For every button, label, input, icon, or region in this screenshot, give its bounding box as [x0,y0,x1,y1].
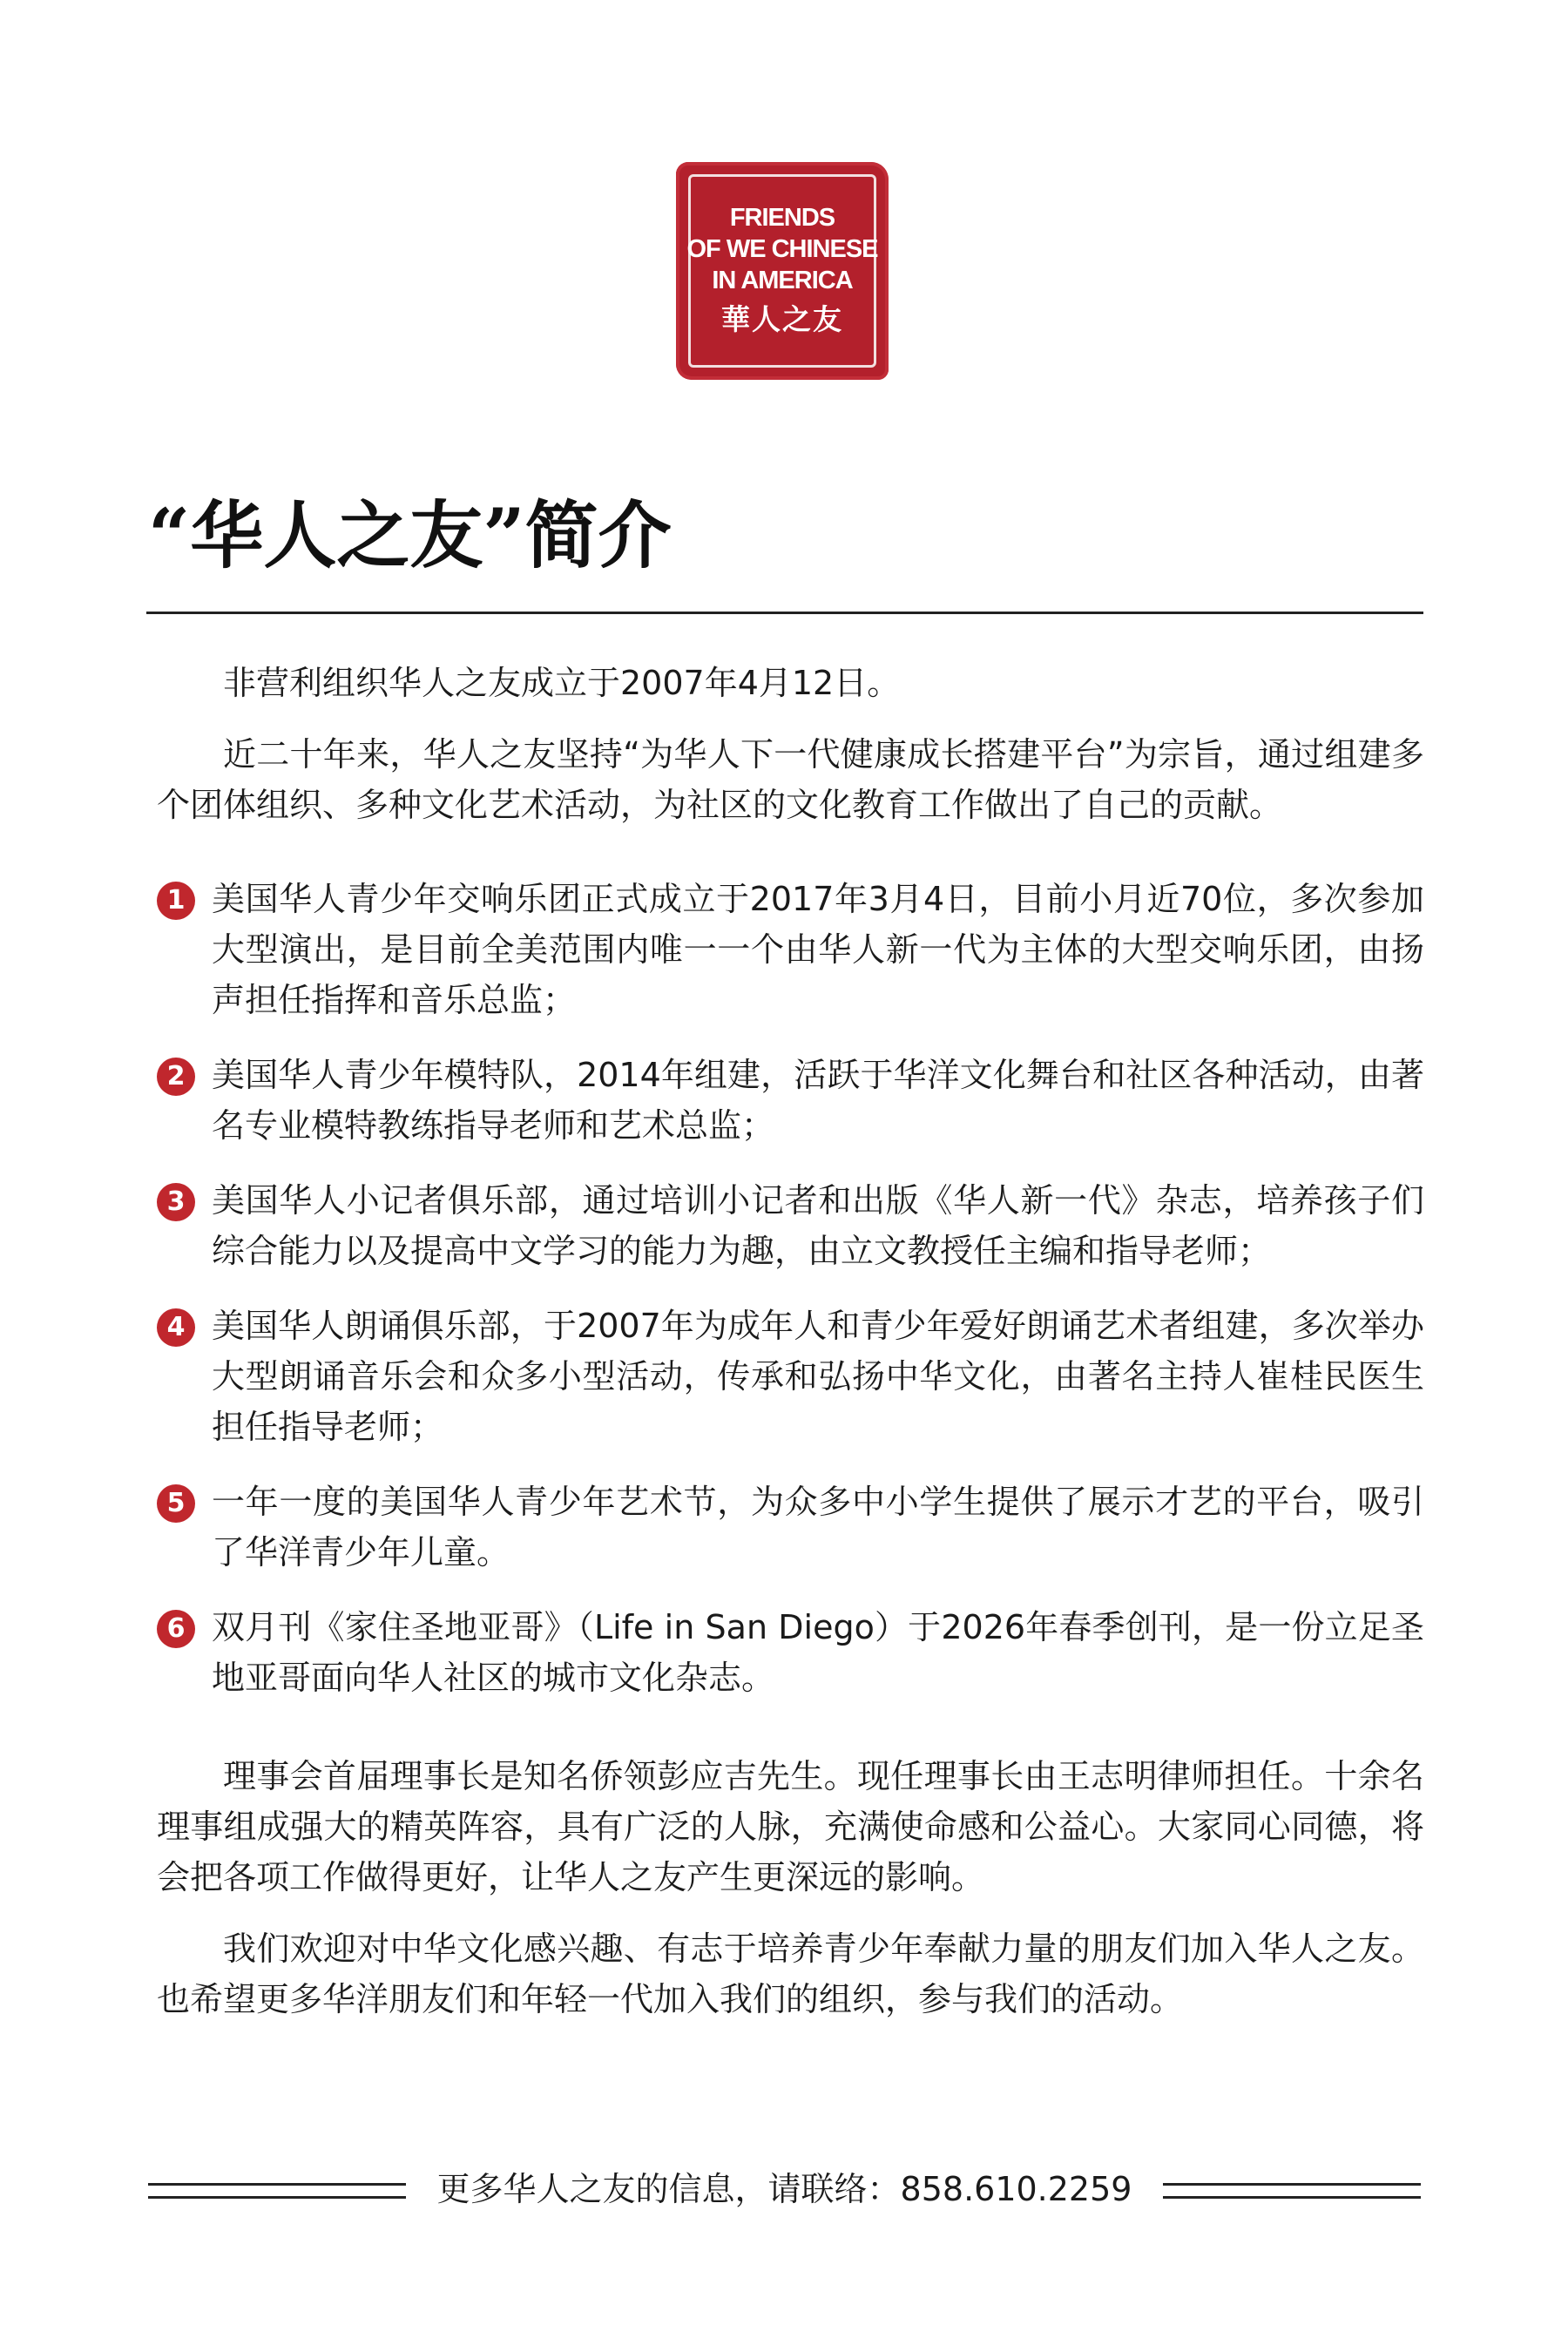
page-title: “华人之友”简介 [148,492,672,578]
list-item-text: 美国华人朗诵俱乐部，于2007年为成年人和青少年爱好朗诵艺术者组建，多次举办大型朗诵音乐会和众多小型活动，传承和弘扬中华文化，由著名主持人崔桂民医生担任指导老师； [212,1307,1424,1446]
number-badge: 1 [157,882,195,920]
list-item-text: 美国华人青少年交响乐团正式成立于2017年3月4日，目前小月近70位，多次参加大型演出，是目前全美范围内唯一一个由华人新一代为主体的大型交响乐团，由扬声担任指挥和音乐总监； [212,880,1424,1019]
logo-text-line3: IN AMERICA [712,267,853,294]
closing-paragraph-1: 理事会首届理事长是知名侨领彭应吉先生。现任理事长由王志明律师担任。十余名理事组成强大的精英阵容，具有广泛的人脉，充满使命感和公益心。大家同心同德，将会把各项工作做得更好，让华人之友产生更深远的影响。 [157,1757,1424,1896]
intro-paragraph-2: 近二十年来，华人之友坚持“为华人下一代健康成长搭建平台”为宗旨，通过组建多个团体组织、多种文化艺术活动，为社区的文化教育工作做出了自己的贡献。 [157,735,1424,824]
footer-right-rule [1163,2183,1421,2199]
number-badge: 5 [157,1484,195,1523]
title-divider [146,612,1423,614]
number-badge: 4 [157,1308,195,1347]
footer-contact: 更多华人之友的信息，请联络：858.610.2259 [436,2170,1132,2208]
logo-text-line1: FRIENDS [729,204,835,232]
logo-chinese-text: 華人之友 [721,302,843,336]
list-item-text: 双月刊《家住圣地亚哥》（Life in San Diego）于2026年春季创刊，是一份立足圣地亚哥面向华人社区的城市文化杂志。 [212,1608,1424,1697]
closing-paragraph-2: 我们欢迎对中华文化感兴趣、有志于培养青少年奉献力量的朋友们加入华人之友。也希望更多华洋朋友们和年轻一代加入我们的组织，参与我们的活动。 [157,1930,1424,2018]
number-badge: 3 [157,1183,195,1221]
main-content [157,658,1424,2024]
intro-paragraph-1: 非营利组织华人之友成立于2007年4月12日。 [223,664,901,702]
list-item [157,1477,1424,1578]
footer-left-rule [148,2183,406,2199]
list-item [157,874,1424,1025]
list-item-text: 一年一度的美国华人青少年艺术节，为众多中小学生提供了展示才艺的平台，吸引了华洋青少年儿童。 [212,1483,1424,1571]
organization-logo-seal [676,162,889,380]
list-item [157,1301,1424,1452]
list-item-text: 美国华人青少年模特队，2014年组建，活跃于华洋文化舞台和社区各种活动，由著名专业模特教练指导老师和艺术总监； [212,1056,1424,1145]
logo-text-line2: OF WE CHINESE [686,235,878,263]
number-badge: 2 [157,1058,195,1096]
number-badge: 6 [157,1610,195,1648]
program-list [157,874,1424,1703]
list-item [157,1602,1424,1703]
list-item-text: 美国华人小记者俱乐部，通过培训小记者和出版《华人新一代》杂志，培养孩子们综合能力以及提高中文学习的能力为趣，由立文教授任主编和指导老师； [212,1181,1424,1270]
seal-border [688,174,876,368]
list-item [157,1050,1424,1151]
list-item [157,1175,1424,1276]
